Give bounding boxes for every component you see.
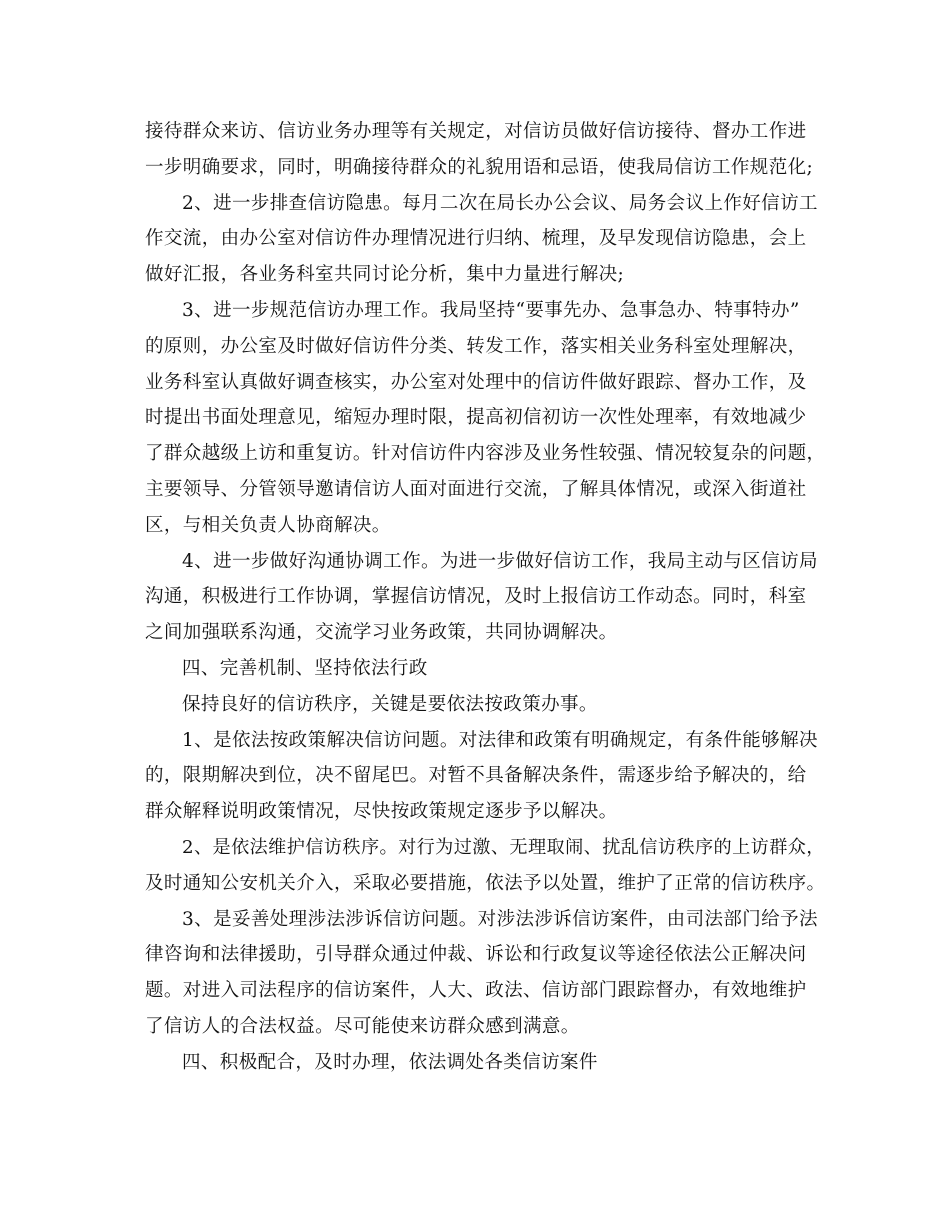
text-line: 3、进一步规范信访办理工作。我局坚持“要事先办、急事急办、特事特办”: [182, 299, 800, 321]
text-line: 一步明确要求，同时，明确接待群众的礼貌用语和忌语，使我局信访工作规范化;: [145, 156, 814, 178]
text-line: 的，限期解决到位，决不留尾巴。对暂不具备解决条件，需逐步给予解决的，给: [145, 765, 807, 787]
text-line: 沟通，积极进行工作协调，掌握信访情况，及时上报信访工作动态。同时，科室: [145, 586, 807, 608]
text-line: 的原则，办公室及时做好信访件分类、转发工作，落实相关业务科室处理解决，: [145, 335, 807, 357]
text-line: 之间加强联系沟通，交流学习业务政策，共同协调解决。: [145, 622, 618, 644]
text-line: 业务科室认真做好调查核实，办公室对处理中的信访件做好跟踪、督办工作，及: [145, 371, 807, 393]
text-line: 群众解释说明政策情况，尽快按政策规定逐步予以解决。: [145, 801, 618, 823]
document-body: [145, 114, 825, 1081]
text-line: 2、进一步排查信访隐患。每月二次在局长办公会议、局务会议上作好信访工: [182, 192, 818, 214]
text-line: 1、是依法按政策解决信访问题。对法律和政策有明确规定，有条件能够解决: [182, 729, 818, 751]
text-line: 区，与相关负责人协商解决。: [145, 514, 391, 536]
text-line: 作交流，由办公室对信访件办理情况进行归纳、梳理，及早发现信访隐患，会上: [145, 228, 807, 250]
text-line: 2、是依法维护信访秩序。对行为过激、无理取闹、扰乱信访秩序的上访群众，: [182, 836, 825, 858]
text-line: 律咨询和法律援助，引导群众通过仲裁、诉讼和行政复议等途径依法公正解决问: [145, 944, 807, 966]
text-line: 4、进一步做好沟通协调工作。为进一步做好信访工作，我局主动与区信访局: [182, 550, 818, 572]
text-line: 时提出书面处理意见，缩短办理时限，提高初信初访一次性处理率，有效地减少: [145, 407, 807, 429]
text-line: 主要领导、分管领导邀请信访人面对面进行交流，了解具体情况，或深入街道社: [145, 478, 807, 500]
text-line: 接待群众来访、信访业务办理等有关规定，对信访员做好信访接待、督办工作进: [145, 121, 807, 142]
text-line: 及时通知公安机关介入，采取必要措施，依法予以处置，维护了正常的信访秩序。: [145, 872, 826, 894]
text-line: 保持良好的信访秩序，关键是要依法按政策办事。: [182, 693, 598, 715]
text-line: 题。对进入司法程序的信访案件，人大、政法、信访部门跟踪督办，有效地维护: [145, 980, 807, 1002]
text-line: 3、是妥善处理涉法涉诉信访问题。对涉法涉诉信访案件，由司法部门给予法: [182, 908, 818, 930]
text-line: 四、完善机制、坚持依法行政: [182, 657, 428, 679]
text-line: 四、积极配合，及时办理，依法调处各类信访案件: [182, 1051, 598, 1073]
text-line: 了信访人的合法权益。尽可能使来访群众感到满意。: [145, 1015, 580, 1037]
text-line: 了群众越级上访和重复访。针对信访件内容涉及业务性较强、情况较复杂的问题，: [145, 443, 826, 465]
text-line: 做好汇报，各业务科室共同讨论分析，集中力量进行解决;: [145, 264, 625, 286]
